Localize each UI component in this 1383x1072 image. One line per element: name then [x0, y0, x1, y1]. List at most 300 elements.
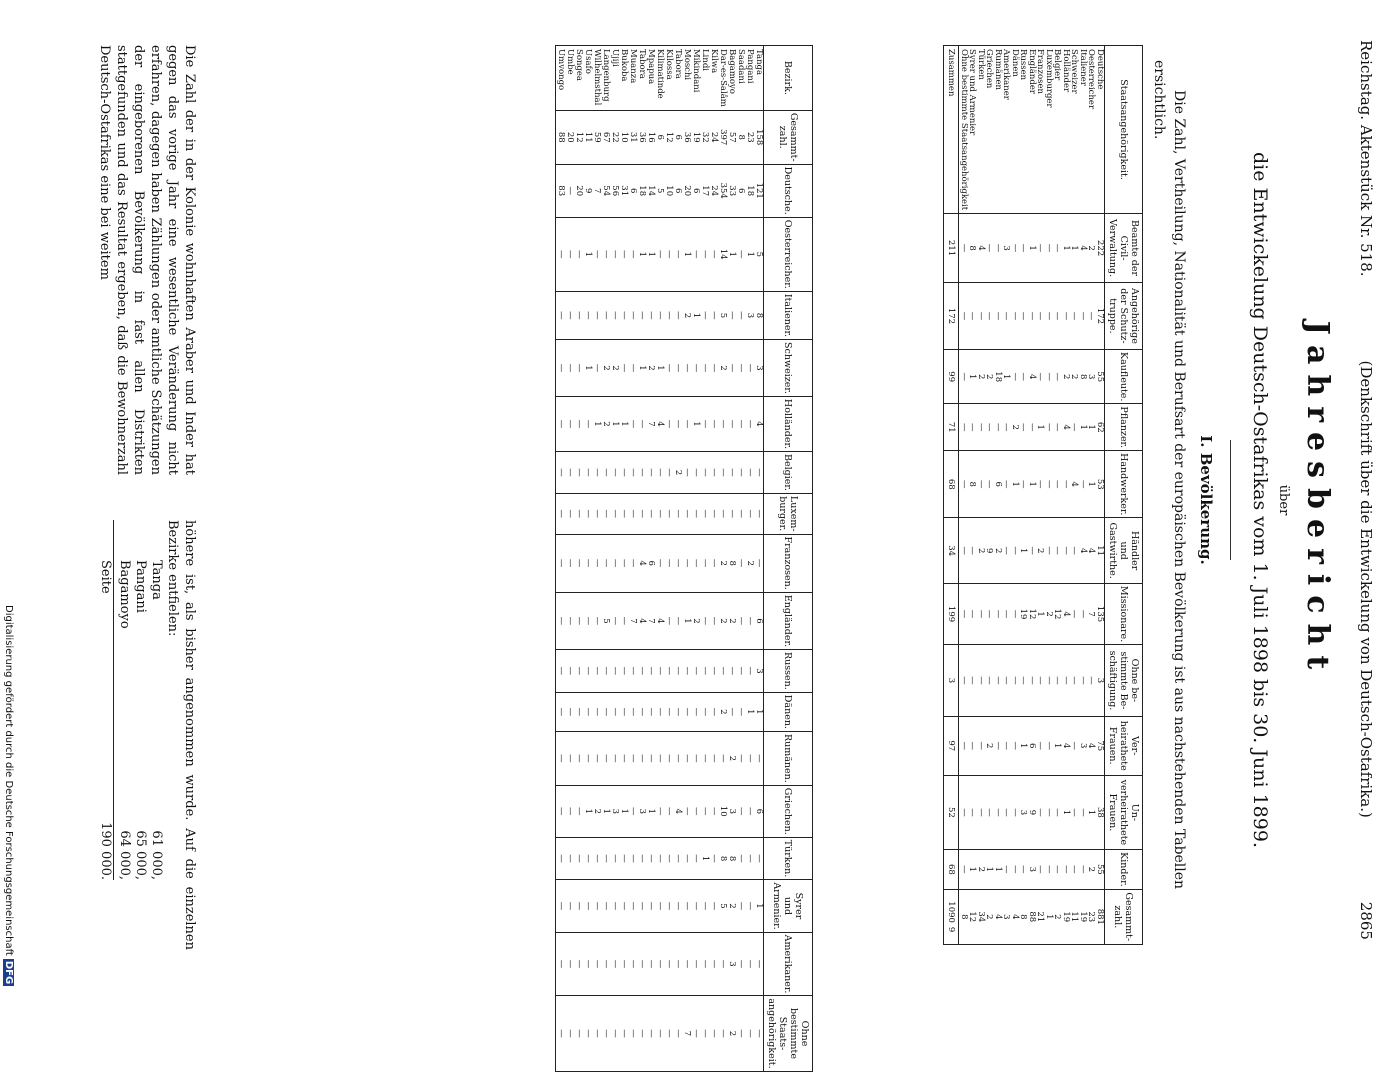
table-cell: 2 — [691, 592, 700, 649]
table-cell: — — [565, 493, 574, 534]
table-cell: 1 — [655, 340, 664, 397]
table-cell: 11 — [1096, 518, 1105, 584]
table-cell: — — [655, 650, 664, 693]
table-cell: 34 — [977, 889, 986, 944]
table-cell: — — [664, 396, 673, 451]
table-cell: — — [709, 731, 718, 785]
table-cell: 3 — [727, 932, 736, 996]
table-cell: 2 — [673, 452, 682, 494]
table-cell: 1 — [583, 785, 592, 837]
table-cell: — — [736, 731, 745, 785]
table-cell: — — [1019, 350, 1028, 404]
table-cell: — — [601, 731, 610, 785]
table-row — [565, 46, 574, 1072]
table-cell: 172 — [1096, 282, 1105, 349]
table1-header: Gesammt-zahl. — [1105, 889, 1143, 944]
total-cell: 172 — [944, 282, 959, 349]
table-cell: — — [610, 731, 619, 785]
table-cell: 24 — [709, 110, 718, 164]
table-cell: 18 — [994, 350, 1003, 404]
table-cell: — — [628, 996, 637, 1071]
table-cell: 2 — [1070, 350, 1079, 404]
table-cell: — — [718, 650, 727, 693]
table-row — [637, 46, 646, 1072]
table-cell: 4 — [977, 214, 986, 283]
row-label: Türken — [977, 46, 986, 214]
table2-header: Russen. — [764, 650, 813, 693]
table-cell: — — [601, 880, 610, 932]
table-cell: — — [601, 932, 610, 996]
table-cell: — — [691, 932, 700, 996]
table-cell: — — [565, 452, 574, 494]
table-cell: — — [1045, 775, 1054, 849]
table1-header: Ohne be-stimmte Be-schäftigung. — [1105, 645, 1143, 717]
table-cell: — — [664, 291, 673, 339]
table-cell: — — [736, 452, 745, 494]
row-label: Dänen — [1011, 46, 1020, 214]
table-cell: 158 — [754, 110, 764, 164]
table1-header: Kinder. — [1105, 850, 1143, 889]
table-cell: 1 — [968, 850, 977, 889]
table-cell: — — [655, 291, 664, 339]
table-cell: — — [682, 785, 691, 837]
district-label: Wilhelmsthal — [592, 46, 601, 111]
table-cell: 2 — [1045, 583, 1054, 644]
table-cell: — — [709, 932, 718, 996]
table-cell: — — [637, 493, 646, 534]
total-cell: 71 — [944, 404, 959, 451]
table-cell: 12 — [1053, 583, 1062, 644]
table-cell: 222 — [1096, 214, 1105, 283]
table-cell: — — [968, 583, 977, 644]
table-cell: 4 — [1087, 518, 1096, 584]
table-cell: — — [959, 350, 968, 404]
table-cell: — — [1036, 350, 1045, 404]
district-nationality-table — [555, 45, 813, 1072]
table-cell: — — [709, 396, 718, 451]
table-cell: 88 — [556, 110, 566, 164]
table-cell: — — [1036, 282, 1045, 349]
table-cell: — — [574, 493, 583, 534]
table-row — [1045, 46, 1054, 945]
table-cell: — — [968, 518, 977, 584]
table-cell: — — [592, 650, 601, 693]
table-cell: — — [745, 837, 754, 880]
district-label: Kilimatinde — [655, 46, 664, 111]
row-label: Oesterreicher — [1087, 46, 1096, 214]
table-cell: — — [664, 731, 673, 785]
table-row — [736, 46, 745, 1072]
table1-header: Staatsangehörigkeit. — [1105, 46, 1143, 214]
table-cell: 2 — [1053, 889, 1062, 944]
table2-header: Rumänen. — [764, 731, 813, 785]
district-label: Mpapua — [646, 46, 655, 111]
table-cell: — — [556, 996, 566, 1071]
table2-header: Griechen. — [764, 785, 813, 837]
row-label: Deutsche — [1096, 46, 1105, 214]
row-label: Schweizer — [1070, 46, 1079, 214]
table-cell: 2 — [994, 518, 1003, 584]
table-row — [583, 46, 592, 1072]
table-cell: — — [727, 452, 736, 494]
table-cell: — — [619, 493, 628, 534]
table-cell: — — [959, 583, 968, 644]
table-cell: 2 — [1062, 350, 1071, 404]
table-row — [745, 46, 754, 1072]
table-cell: — — [637, 452, 646, 494]
table-cell: — — [959, 518, 968, 584]
row-label: Italiener — [1079, 46, 1088, 214]
table-cell: 20 — [682, 164, 691, 217]
table-cell: — — [736, 932, 745, 996]
table-cell: — — [754, 534, 764, 592]
district-population: 61 000, — [149, 830, 164, 880]
district-label: Dar-es-Salâm — [718, 46, 727, 111]
table-cell: — — [709, 837, 718, 880]
table-cell: 4 — [637, 534, 646, 592]
table-cell: — — [637, 291, 646, 339]
table-cell: 9 — [985, 518, 994, 584]
table-cell: 2 — [985, 716, 994, 775]
table-cell: 32 — [700, 110, 709, 164]
table-cell: — — [736, 837, 745, 880]
table-cell: — — [1070, 404, 1079, 451]
table-cell: — — [673, 217, 682, 291]
table2-header: Luxem-burger. — [764, 493, 813, 534]
table-cell: — — [655, 692, 664, 731]
table-cell: — — [700, 932, 709, 996]
table-cell: — — [673, 493, 682, 534]
table-cell: — — [1002, 518, 1011, 584]
table-cell: — — [655, 932, 664, 996]
table-cell: 1 — [646, 785, 655, 837]
table-cell: — — [709, 493, 718, 534]
table-cell: 1 — [583, 340, 592, 397]
table-cell: — — [556, 731, 566, 785]
district-label: Saadani — [736, 46, 745, 111]
table-cell: — — [583, 650, 592, 693]
table-cell: — — [646, 880, 655, 932]
table-cell: 1 — [1062, 214, 1071, 283]
table-cell: — — [1011, 775, 1020, 849]
table-cell: — — [592, 880, 601, 932]
table-cell: — — [610, 452, 619, 494]
table-cell: — — [565, 592, 574, 649]
district-label: Langenburg — [601, 46, 610, 111]
table-row — [691, 46, 700, 1072]
table-cell: 8 — [754, 291, 764, 339]
table-cell: — — [592, 340, 601, 397]
table-cell: — — [985, 282, 994, 349]
table-cell: — — [745, 731, 754, 785]
table-cell: — — [718, 932, 727, 996]
table-cell: 14 — [718, 217, 727, 291]
table-cell: 354 — [718, 164, 727, 217]
district-label: Bagamoyo — [727, 46, 736, 111]
table-cell: — — [556, 592, 566, 649]
table-cell: 4 — [1062, 404, 1071, 451]
table-cell: — — [700, 785, 709, 837]
table-cell: — — [1036, 850, 1045, 889]
table-cell: — — [709, 650, 718, 693]
table-cell: — — [673, 340, 682, 397]
table-cell: — — [583, 534, 592, 592]
table-cell: 18 — [745, 164, 754, 217]
table-cell: 19 — [1079, 889, 1088, 944]
table-cell: 4 — [994, 889, 1003, 944]
table-cell: 12 — [664, 110, 673, 164]
table-cell: 67 — [601, 110, 610, 164]
table-cell: — — [682, 493, 691, 534]
table1-header: Pflanzer. — [1105, 404, 1143, 451]
table-cell: 2 — [592, 785, 601, 837]
table-cell: 1 — [1028, 214, 1037, 283]
row-label: Ohne bestimmte Staatsangehörigkeit — [959, 46, 968, 214]
table-cell: 10 — [664, 164, 673, 217]
header-center: (Denkschrift über die Entwickelung von Deutsch-Ostafrika.) — [1357, 360, 1375, 818]
table-cell: — — [709, 217, 718, 291]
table-cell: — — [610, 880, 619, 932]
table-cell: — — [1062, 850, 1071, 889]
table-cell: 1 — [619, 785, 628, 837]
table-cell: — — [565, 932, 574, 996]
table-cell: — — [682, 692, 691, 731]
table-cell: — — [718, 396, 727, 451]
table-cell: 4 — [673, 785, 682, 837]
table-cell: — — [1028, 282, 1037, 349]
row-label: Rumänen — [994, 46, 1003, 214]
table-row — [1096, 46, 1105, 945]
table-cell: — — [1053, 282, 1062, 349]
table-cell: — — [619, 880, 628, 932]
table-cell: 8 — [968, 214, 977, 283]
table-cell: — — [592, 493, 601, 534]
table-cell: — — [592, 932, 601, 996]
table-cell: 121 — [754, 164, 764, 217]
table-cell: — — [736, 692, 745, 731]
table-cell: — — [745, 493, 754, 534]
table-row — [1070, 46, 1079, 945]
row-label: Holländer — [1062, 46, 1071, 214]
table-cell: — — [655, 731, 664, 785]
table-cell: — — [619, 340, 628, 397]
table-cell: — — [700, 340, 709, 397]
paragraph-districts-intro: höhere ist, als bisher angenommen wurde. Auf die einzelnen Bezirke entfielen: — [165, 520, 197, 950]
table-cell: — — [1002, 775, 1011, 849]
table-cell: 4 — [1062, 583, 1071, 644]
table-row — [601, 46, 610, 1072]
table-cell: — — [1053, 645, 1062, 717]
table-cell: — — [1002, 451, 1011, 518]
table-cell: — — [1045, 282, 1054, 349]
digitization-credit — [3, 605, 14, 986]
table-cell: 2 — [977, 350, 986, 404]
table-cell: — — [556, 534, 566, 592]
table-cell: — — [1019, 404, 1028, 451]
table-cell: — — [619, 291, 628, 339]
table-cell: — — [977, 716, 986, 775]
table-cell: — — [1019, 451, 1028, 518]
table-cell: — — [691, 650, 700, 693]
section-heading: I. Bevölkerung. — [1197, 435, 1215, 565]
table-cell: — — [709, 692, 718, 731]
table-cell: — — [610, 837, 619, 880]
district-label: Bukoba — [619, 46, 628, 111]
paragraph-districts — [97, 520, 198, 950]
table-cell: — — [1070, 645, 1079, 717]
table-cell: 3 — [1019, 775, 1028, 849]
table-cell: 1 — [1062, 775, 1071, 849]
table-cell: 1 — [700, 837, 709, 880]
table-cell: 3 — [1087, 350, 1096, 404]
total-extra: 9 — [946, 926, 957, 933]
table-cell: — — [959, 645, 968, 717]
table-cell: 11 — [1070, 889, 1079, 944]
table-cell: — — [1011, 282, 1020, 349]
table-cell: 11 — [583, 110, 592, 164]
table-cell: — — [745, 650, 754, 693]
table-cell: — — [977, 282, 986, 349]
table-cell: 7 — [592, 164, 601, 217]
table-cell: — — [655, 880, 664, 932]
table-cell: — — [619, 592, 628, 649]
table-cell: — — [610, 932, 619, 996]
document-page — [53, 0, 1383, 1069]
table-cell: — — [610, 996, 619, 1071]
table-cell: — — [1045, 451, 1054, 518]
table-cell: 5 — [655, 164, 664, 217]
table-cell: — — [1045, 716, 1054, 775]
table-cell: — — [1011, 350, 1020, 404]
table2-header: Gesammt-zahl. — [764, 110, 813, 164]
table-cell: — — [556, 493, 566, 534]
table-row — [574, 46, 583, 1072]
table-cell: — — [583, 932, 592, 996]
table-cell: 2 — [1011, 404, 1020, 451]
table-cell: 1 — [985, 850, 994, 889]
district-population: 64 000, — [117, 830, 132, 880]
table-cell: — — [601, 650, 610, 693]
table-cell: — — [754, 493, 764, 534]
table-cell: 4 — [655, 396, 664, 451]
table-cell: — — [628, 731, 637, 785]
district-label: Mikindani — [691, 46, 700, 111]
table-cell: — — [565, 692, 574, 731]
table-row — [1028, 46, 1037, 945]
table-cell: 54 — [601, 164, 610, 217]
table-cell: — — [727, 340, 736, 397]
table-cell: — — [1019, 282, 1028, 349]
table-cell: — — [556, 880, 566, 932]
table-cell: — — [1070, 282, 1079, 349]
district-label: Ujiji — [610, 46, 619, 111]
table-cell: 1 — [691, 396, 700, 451]
table-cell: — — [646, 996, 655, 1071]
table-cell: — — [1062, 645, 1071, 717]
table-cell: 1 — [1045, 889, 1054, 944]
table-cell: — — [619, 692, 628, 731]
table-cell: 8 — [959, 889, 968, 944]
table-cell: — — [700, 692, 709, 731]
table-cell: 1 — [610, 396, 619, 451]
table-cell: — — [700, 592, 709, 649]
table-cell: 6 — [754, 785, 764, 837]
table-cell: — — [691, 996, 700, 1071]
carry-label: Seite — [98, 560, 113, 594]
table-cell: 6 — [691, 164, 700, 217]
table1-header: Händler und Gastwirthe. — [1105, 518, 1143, 584]
table-cell: — — [646, 291, 655, 339]
table-cell: — — [592, 217, 601, 291]
table-cell: 24 — [709, 164, 718, 217]
table-row — [968, 46, 977, 945]
table-cell: 83 — [556, 164, 566, 217]
table-cell: 1 — [1079, 404, 1088, 451]
table-cell: — — [682, 340, 691, 397]
table-cell: — — [574, 452, 583, 494]
table1-header: Angehörige der Schutz-truppe. — [1105, 282, 1143, 349]
table-cell: — — [655, 534, 664, 592]
total-cell: 3 — [944, 645, 959, 717]
table-cell: — — [673, 592, 682, 649]
table-cell: — — [646, 932, 655, 996]
table-cell: 3 — [1079, 716, 1088, 775]
table-cell: 1 — [1036, 583, 1045, 644]
table-cell: 6 — [646, 534, 655, 592]
table-cell: 62 — [1096, 404, 1105, 451]
table-cell: 55 — [1096, 350, 1105, 404]
table2-header: Deutsche. — [764, 164, 813, 217]
row-label: Syrer und Armenier — [968, 46, 977, 214]
table-cell: 1 — [646, 217, 655, 291]
table-cell: 8 — [1019, 889, 1028, 944]
table-cell: — — [700, 731, 709, 785]
table-cell: — — [959, 775, 968, 849]
table-cell: — — [556, 452, 566, 494]
table-cell: — — [655, 217, 664, 291]
table-cell: — — [610, 692, 619, 731]
table-cell: — — [682, 880, 691, 932]
table-cell: 6 — [628, 164, 637, 217]
table2-header: Syrer und Armenier. — [764, 880, 813, 932]
table-cell: — — [985, 404, 994, 451]
table-row — [1087, 46, 1096, 945]
table-cell: 8 — [718, 837, 727, 880]
table-cell: — — [646, 452, 655, 494]
intro-paragraph: Die Zahl, Vertheilung, Nationalität und Berufsart der europäischen Bevölkerung ist aus nachstehenden Tabellen ersichtlich. — [1151, 60, 1187, 890]
table-cell: 4 — [1079, 214, 1088, 283]
table-cell: 7 — [1087, 583, 1096, 644]
table-cell: — — [1002, 645, 1011, 717]
table-cell: — — [691, 493, 700, 534]
table-row — [592, 46, 601, 1072]
table-cell: — — [968, 716, 977, 775]
table-cell: — — [1045, 404, 1054, 451]
table-cell: — — [592, 996, 601, 1071]
table-cell: — — [994, 645, 1003, 717]
table-cell: 1 — [601, 785, 610, 837]
table-cell: — — [736, 291, 745, 339]
table-cell: 2 — [985, 889, 994, 944]
district-label: Songea — [574, 46, 583, 111]
table-cell: — — [574, 217, 583, 291]
table-cell: — — [628, 880, 637, 932]
table-cell: — — [1045, 518, 1054, 584]
table-cell: — — [1053, 775, 1062, 849]
table-cell: — — [619, 731, 628, 785]
table-cell: — — [709, 785, 718, 837]
table-cell: — — [1053, 350, 1062, 404]
